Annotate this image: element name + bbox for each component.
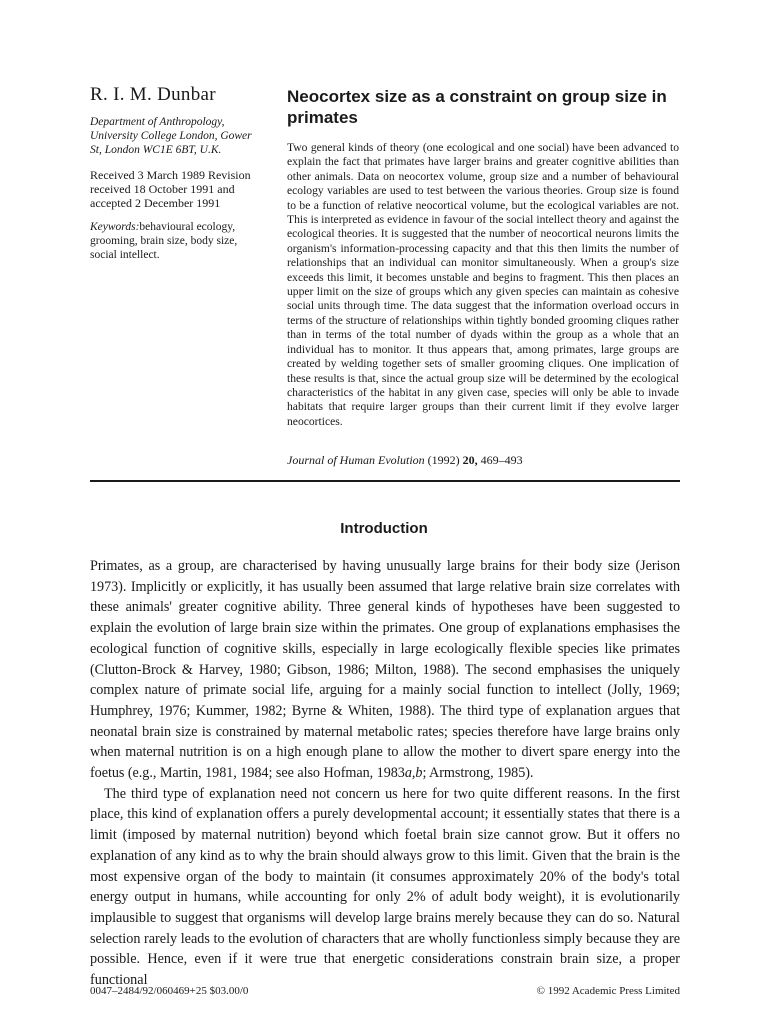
footer-copyright: © 1992 Academic Press Limited <box>536 985 680 997</box>
article-title: Neocortex size as a constraint on group size in primates <box>287 87 667 127</box>
author-name: R. I. M. Dunbar <box>90 84 216 105</box>
keywords <box>90 220 266 262</box>
citation-journal: Journal of Human Evolution <box>287 453 425 467</box>
author-affiliation: Department of Anthropology, University College London, Gower St, London WC1E 6BT, U.K. <box>90 116 252 156</box>
citation-pages: 469–493 <box>480 453 523 467</box>
section-divider <box>90 480 680 482</box>
author-sidebar <box>90 84 266 262</box>
keywords-list: behavioural ecology, grooming, brain size, body size, social intellect. <box>90 221 238 261</box>
section-heading-introduction: Introduction <box>340 520 428 537</box>
body-text <box>90 556 680 991</box>
keywords-label: Keywords: <box>90 221 140 233</box>
abstract: Two general kinds of theory (one ecological and one social) have been advanced to explain the fact that primates have larger brains and greater cognitive abilities than other animals. Data on neocortex volume, group size and a number of behavioural ecology variables are used to test between the various theories. Group size is found to be a function of relative neocortical volume, but the ecological variables are not. This is interpreted as evidence in favour of the social intellect theory and against the ecological theories. It is suggested that the number of neocortical neurons limits the organism's information-processing capacity and that this then limits the number of relationships that an individual can monitor simultaneously. When a group's size exceeds this limit, it becomes unstable and begins to fragment. This then places an upper limit on the size of groups which any given species can maintain as cohesive social units through time. The data suggest that the information overload occurs in terms of the structure of relationships within tightly bonded grooming cliques rather than in terms of the total number of dyads within the group as a whole that an individual has to monitor. It thus appears that, among primates, large groups are created by welding together sets of smaller grooming cliques. One implication of these results is that, since the actual group size will be determined by the ecological characteristics of the habitat in any given case, species will only be able to invade habitats that require larger groups than their current limit if they evolve larger neocortices. <box>287 141 679 428</box>
citation-volume: 20, <box>462 453 478 467</box>
citation-year: (1992) <box>427 453 460 467</box>
paragraph: Primates, as a group, are characterised by having unusually large brains for their body size (Jerison 1973). Implicitly or explicitly, it has usually been assumed that large relative brain size correlates with these animals' greater cognitive ability. Three general kinds of hypotheses have been suggested to explain the evolution of large brain size within the primates. One group of explanations emphasises the ecological function of cognitive skills, especially in large ecologically flexible species like primates (Clutton-Brock & Harvey, 1980; Gibson, 1986; Milton, 1988). The second emphasises the uniquely complex nature of primate social life, arguing for a mainly social function to intellect (Jolly, 1969; Humphrey, 1976; Kummer, 1982; Byrne & Whiten, 1988). The third type of explanation argues that neonatal brain size is constrained by maternal metabolic rates; species therefore have large brains only when maternal nutrition is on a high enough plane to allow the mother to divert spare energy into the foetus (e.g., Martin, 1981, 1984; see also Hofman, 1983a,b; Armstrong, 1985). <box>90 558 680 782</box>
journal-citation <box>287 453 523 468</box>
paragraph: The third type of explanation need not concern us here for two quite different reasons. In the first place, this kind of explanation offers a purely developmental account; it essentially states that there is a limit (imposed by maternal nutrition) beyond which foetal brain size cannot grow. But it offers no explanation of any kind as to why the brain should always grow to this limit. Given that the brain is the most expensive organ of the body to maintain (it consumes approximately 20% of the body's total energy output in humans, while accounting for only 2% of adult body weight), it is evolutionarily implausible to suggest that organisms will develop large brains merely because they can do so. Natural selection rarely leads to the evolution of characters that are wholly functionless simply because they are possible. Hence, even if it were true that energetic considerations constrain brain size, a proper functional <box>90 785 680 989</box>
received-dates: Received 3 March 1989 Revision received 18 October 1991 and accepted 2 December 1991 <box>90 168 251 210</box>
footer-article-code: 0047–2484/92/060469+25 $03.00/0 <box>90 985 249 997</box>
